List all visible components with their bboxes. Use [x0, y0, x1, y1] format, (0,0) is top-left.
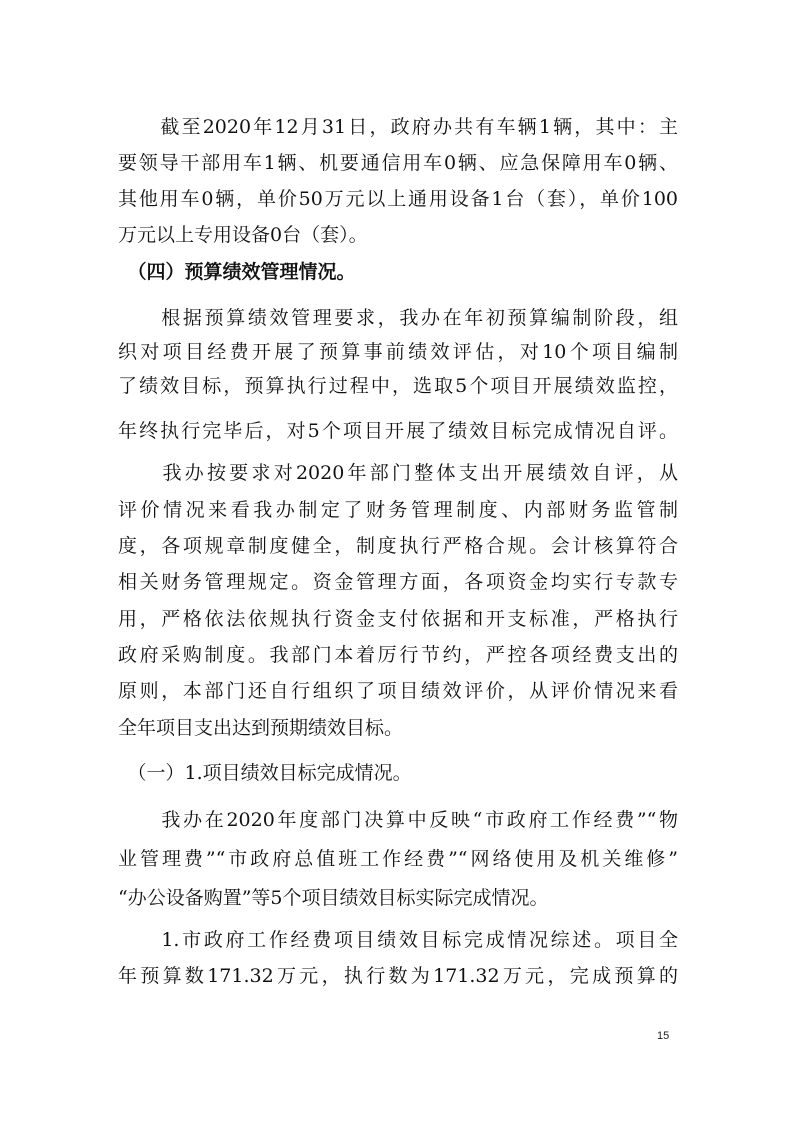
paragraph-line: 评价情况来看我办制定了财务管理制度、内部财务监管制 — [118, 499, 678, 521]
paragraph-line: 其他用车0辆，单价50万元以上通用设备1台（套），单价100 — [118, 188, 678, 210]
paragraph-line: 我办在2020年度部门决算中反映“市政府工作经费”“物 — [118, 809, 678, 831]
paragraph-line: 织对项目经费开展了预算事前绩效评估，对10个项目编制 — [118, 341, 678, 363]
paragraph-line: 万元以上专用设备0台（套）。 — [118, 224, 368, 246]
paragraph-line: 年预算数171.32万元，执行数为171.32万元，完成预算的 — [118, 965, 678, 987]
paragraph-line: 用，严格依法依规执行资金支付依据和开支标准，严格执行 — [118, 608, 678, 630]
paragraph-line: 我办按要求对2020年部门整体支出开展绩效自评，从 — [118, 462, 678, 484]
paragraph-line: “办公设备购置”等5个项目绩效目标实际完成情况。 — [118, 887, 549, 909]
paragraph-line: 相关财务管理规定。资金管理方面，各项资金均实行专款专 — [118, 571, 678, 593]
paragraph-line: 原则，本部门还自行组织了项目绩效评价，从评价情况来看 — [118, 680, 678, 702]
paragraph-line: 根据预算绩效管理要求，我办在年初预算编制阶段，组 — [118, 307, 678, 329]
paragraph-line: 要领导干部用车1辆、机要通信用车0辆、应急保障用车0辆、 — [118, 152, 678, 174]
paragraph-line: 全年项目支出达到预期绩效目标。 — [118, 717, 404, 739]
paragraph-line: 政府采购制度。我部门本着厉行节约，严控各项经费支出的 — [118, 644, 678, 666]
page-number: 15 — [657, 1030, 670, 1042]
paragraph-line: 1.市政府工作经费项目绩效目标完成情况综述。项目全 — [118, 929, 678, 951]
paragraph-line: 截至2020年12月31日，政府办共有车辆1辆，其中：主 — [118, 116, 678, 138]
paragraph-line: 度，各项规章制度健全，制度执行严格合规。会计核算符合 — [118, 535, 678, 557]
paragraph-line: 年终执行完毕后，对5个项目开展了绩效目标完成情况自评。 — [118, 420, 678, 442]
section-heading: （四）预算绩效管理情况。 — [118, 261, 356, 283]
paragraph-line: 了绩效目标，预算执行过程中，选取5个项目开展绩效监控， — [118, 375, 678, 397]
section-heading: （一）1.项目绩效目标完成情况。 — [118, 762, 412, 784]
paragraph-line: 业管理费”“市政府总值班工作经费”“网络使用及机关维修” — [118, 848, 678, 870]
